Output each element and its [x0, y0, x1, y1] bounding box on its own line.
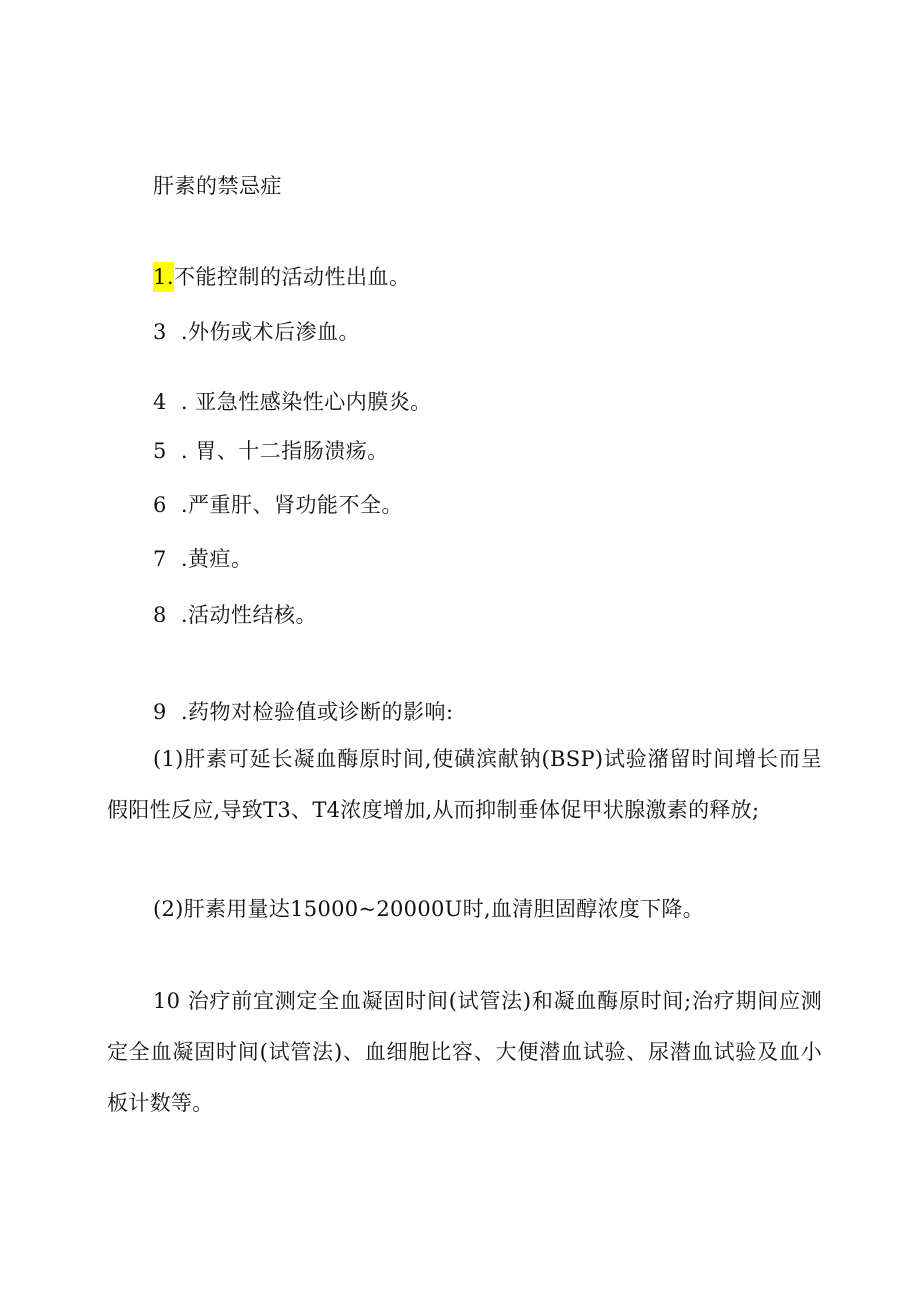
paragraph-effect-1: (1)肝素可延长凝血酶原时间,使磺滨献钠(BSP)试验潴留时间增长而呈假阳性反应,导致T3、T4浓度增加,从而抑制垂体促甲状腺激素的释放;: [107, 747, 822, 822]
item-number: 3: [153, 320, 167, 344]
paragraph-effect-2: (2)肝素用量达15000~20000U时,血清胆固醇浓度下降。: [153, 897, 704, 921]
document-title: 肝素的禁忌症: [153, 174, 282, 198]
list-item: [153, 697, 454, 727]
list-item: [153, 544, 253, 574]
item-number: 4: [153, 390, 167, 414]
item-text: . 亚急性感染性心内膜炎。: [180, 390, 432, 414]
item-number: 8: [153, 603, 167, 627]
item-text: 不能控制的活动性出血。: [174, 265, 411, 289]
paragraph-monitoring: 10 治疗前宜测定全血凝固时间(试管法)和凝血酶原时间;治疗期间应测定全血凝固时间(试管法)、血细胞比容、大便潜血试验、尿潜血试验及血小板计数等。: [107, 989, 822, 1115]
list-item: [153, 317, 360, 347]
list-item: [153, 262, 411, 292]
item-number: 7: [153, 547, 167, 571]
item-text: .外伤或术后渗血。: [180, 320, 361, 344]
item-number: 5: [153, 439, 167, 463]
item-text: .黄疸。: [180, 547, 253, 571]
list-item: [153, 387, 432, 417]
item-text: .活动性结核。: [180, 603, 318, 627]
item-number-highlighted: 1.: [153, 262, 174, 292]
item-text: .严重肝、肾功能不全。: [180, 493, 404, 517]
list-item: [153, 490, 403, 520]
list-item: [153, 436, 389, 466]
list-item: [153, 600, 317, 630]
item-text: .药物对检验值或诊断的影响:: [180, 700, 454, 724]
item-text: . 胃、十二指肠溃疡。: [180, 439, 389, 463]
item-number: 6: [153, 493, 167, 517]
item-number: 9: [153, 700, 167, 724]
